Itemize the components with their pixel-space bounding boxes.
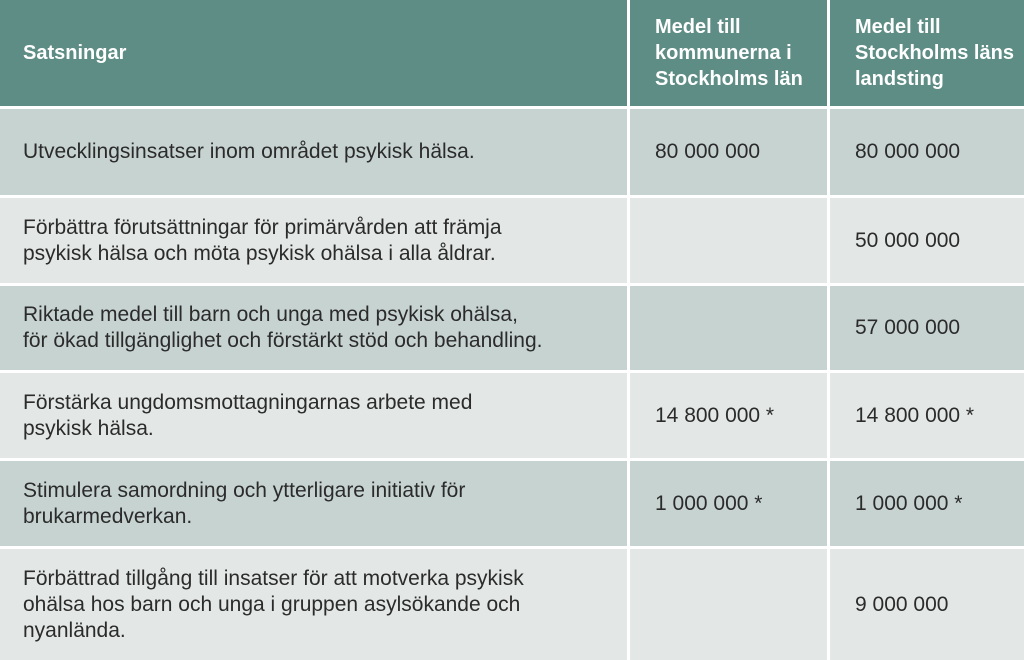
row-2-landsting: 50 000 000 (830, 195, 1024, 283)
row-6-label: Förbättrad tillgång till insatser för att motverka psykisk ohälsa hos barn och unga i gruppen asylsökande och nyanlända. (0, 546, 627, 660)
row-4-kommuner: 14 800 000 * (630, 370, 827, 458)
row-5-landsting: 1 000 000 * (830, 458, 1024, 546)
row-5-kommuner: 1 000 000 * (630, 458, 827, 546)
row-6-kommuner (630, 546, 827, 660)
row-3-label: Riktade medel till barn och unga med psykisk ohälsa, för ökad tillgänglighet och förstärkt stöd och behandling. (0, 283, 627, 370)
row-1-landsting: 80 000 000 (830, 109, 1024, 195)
row-6-landsting: 9 000 000 (830, 546, 1024, 660)
row-5-label: Stimulera samordning och ytterligare initiativ för brukarmedverkan. (0, 458, 627, 546)
header-satsningar: Satsningar (0, 0, 627, 109)
header-kommuner: Medel till kommunerna i Stockholms län (630, 0, 827, 109)
row-3-kommuner (630, 283, 827, 370)
row-3-landsting: 57 000 000 (830, 283, 1024, 370)
row-2-label: Förbättra förutsättningar för primärvården att främja psykisk hälsa och möta psykisk ohälsa i alla åldrar. (0, 195, 627, 283)
row-1-label: Utvecklingsinsatser inom området psykisk hälsa. (0, 109, 627, 195)
row-2-kommuner (630, 195, 827, 283)
header-landsting: Medel till Stockholms läns landsting (830, 0, 1024, 109)
row-4-landsting: 14 800 000 * (830, 370, 1024, 458)
row-1-kommuner: 80 000 000 (630, 109, 827, 195)
row-4-label: Förstärka ungdomsmottagningarnas arbete med psykisk hälsa. (0, 370, 627, 458)
